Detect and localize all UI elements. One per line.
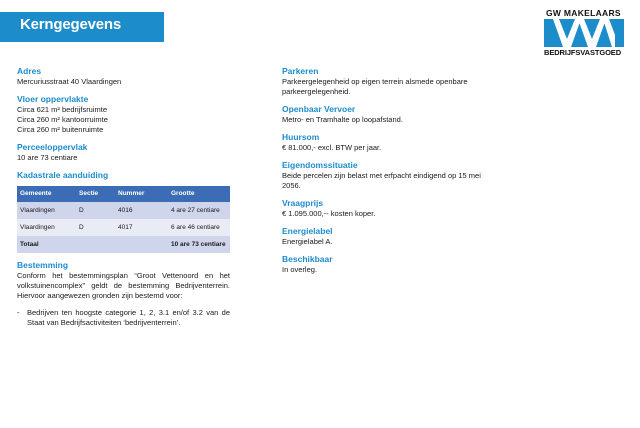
column-header: Gemeente [17, 186, 76, 202]
total-label: Totaal [17, 236, 76, 253]
right-column [282, 66, 482, 282]
table-row [17, 219, 230, 236]
parkeren-section [282, 66, 482, 97]
adres-text: Mercuriusstraat 40 Vlaardingen [17, 77, 122, 86]
left-column [17, 66, 230, 335]
vraagprijs-heading: Vraagprijs [282, 198, 324, 208]
huursom-section [282, 132, 482, 153]
vloer-heading: Vloer oppervlakte [17, 94, 89, 104]
beschikbaar-text: In overleg. [282, 265, 318, 274]
logo-brand-bottom: BEDRIJFSVASTGOED [544, 48, 622, 57]
table-row [17, 202, 230, 219]
perceel-text: 10 are 73 centiare [17, 153, 78, 162]
total-value: 10 are 73 centiare [168, 236, 230, 253]
table-cell: Vlaardingen [17, 219, 76, 236]
kadastrale-table [17, 186, 230, 253]
title-bar [0, 12, 164, 42]
logo-brand-top: GW MAKELAARS [546, 8, 621, 18]
vloer-line: Circa 260 m² kantoorruimte [17, 115, 108, 124]
vraagprijs-text: € 1.095.000,-- kosten koper. [282, 209, 376, 218]
table-total-row [17, 236, 230, 253]
column-header: Grootte [168, 186, 230, 202]
huursom-text: € 81.000,- excl. BTW per jaar. [282, 143, 382, 152]
bestemming-heading: Bestemming [17, 260, 69, 270]
beschikbaar-section [282, 254, 482, 275]
kadastrale-section [17, 170, 230, 253]
table-cell: 4017 [115, 219, 168, 236]
huursom-heading: Huursom [282, 132, 320, 142]
vloer-section [17, 94, 230, 135]
table-cell: 6 are 46 centiare [168, 219, 230, 236]
table-cell: Vlaardingen [17, 202, 76, 219]
table-cell: D [76, 219, 115, 236]
perceel-section [17, 142, 230, 163]
energie-text: Energielabel A. [282, 237, 333, 246]
vloer-line: Circa 260 m² buitenruimte [17, 125, 104, 134]
table-cell: D [76, 202, 115, 219]
perceel-heading: Perceeloppervlak [17, 142, 88, 152]
adres-section [17, 66, 230, 87]
vervoer-text: Metro- en Tramhalte op loopafstand. [282, 115, 403, 124]
table-cell: 4016 [115, 202, 168, 219]
table-cell: 4 are 27 centiare [168, 202, 230, 219]
table-cell [76, 236, 115, 253]
page-title: Kerngegevens [20, 16, 121, 33]
bestemming-text: Conform het bestemmingsplan “Groot Vettenoord en het volkstuinencomplex” geldt de bestemming Bedrijventerrein. Hiervoor aangewezen gronden zijn bestemd voor: [17, 271, 230, 300]
parkeren-text: Parkeergelegenheid op eigen terrein alsmede openbare parkeergelegenheid. [282, 77, 468, 96]
company-logo [544, 8, 630, 57]
bestemming-section [17, 260, 230, 328]
column-header: Nummer [115, 186, 168, 202]
column-header: Sectie [76, 186, 115, 202]
vervoer-section [282, 104, 482, 125]
list-item-text: Bedrijven ten hoogste categorie 1, 2, 3.1 en/of 3.2 van de Staat van Bedrijfsactiviteiten ‘bedrijventerrein’. [27, 308, 230, 327]
parkeren-heading: Parkeren [282, 66, 319, 76]
bestemming-list [17, 308, 230, 328]
energie-heading: Energielabel [282, 226, 333, 236]
bullet-marker: - [17, 308, 20, 317]
beschikbaar-heading: Beschikbaar [282, 254, 333, 264]
gw-logo-icon [544, 19, 624, 47]
list-item [17, 308, 230, 328]
vloer-line: Circa 621 m² bedrijfsruimte [17, 105, 108, 114]
vervoer-heading: Openbaar Vervoer [282, 104, 356, 114]
energie-section [282, 226, 482, 247]
table-header-row [17, 186, 230, 202]
kadastrale-heading: Kadastrale aanduiding [17, 170, 109, 180]
eigendom-heading: Eigendomssituatie [282, 160, 358, 170]
table-cell [115, 236, 168, 253]
eigendom-section [282, 160, 482, 191]
adres-heading: Adres [17, 66, 42, 76]
eigendom-text: Beide percelen zijn belast met erfpacht eindigend op 15 mei 2056. [282, 171, 481, 190]
vraagprijs-section [282, 198, 482, 219]
